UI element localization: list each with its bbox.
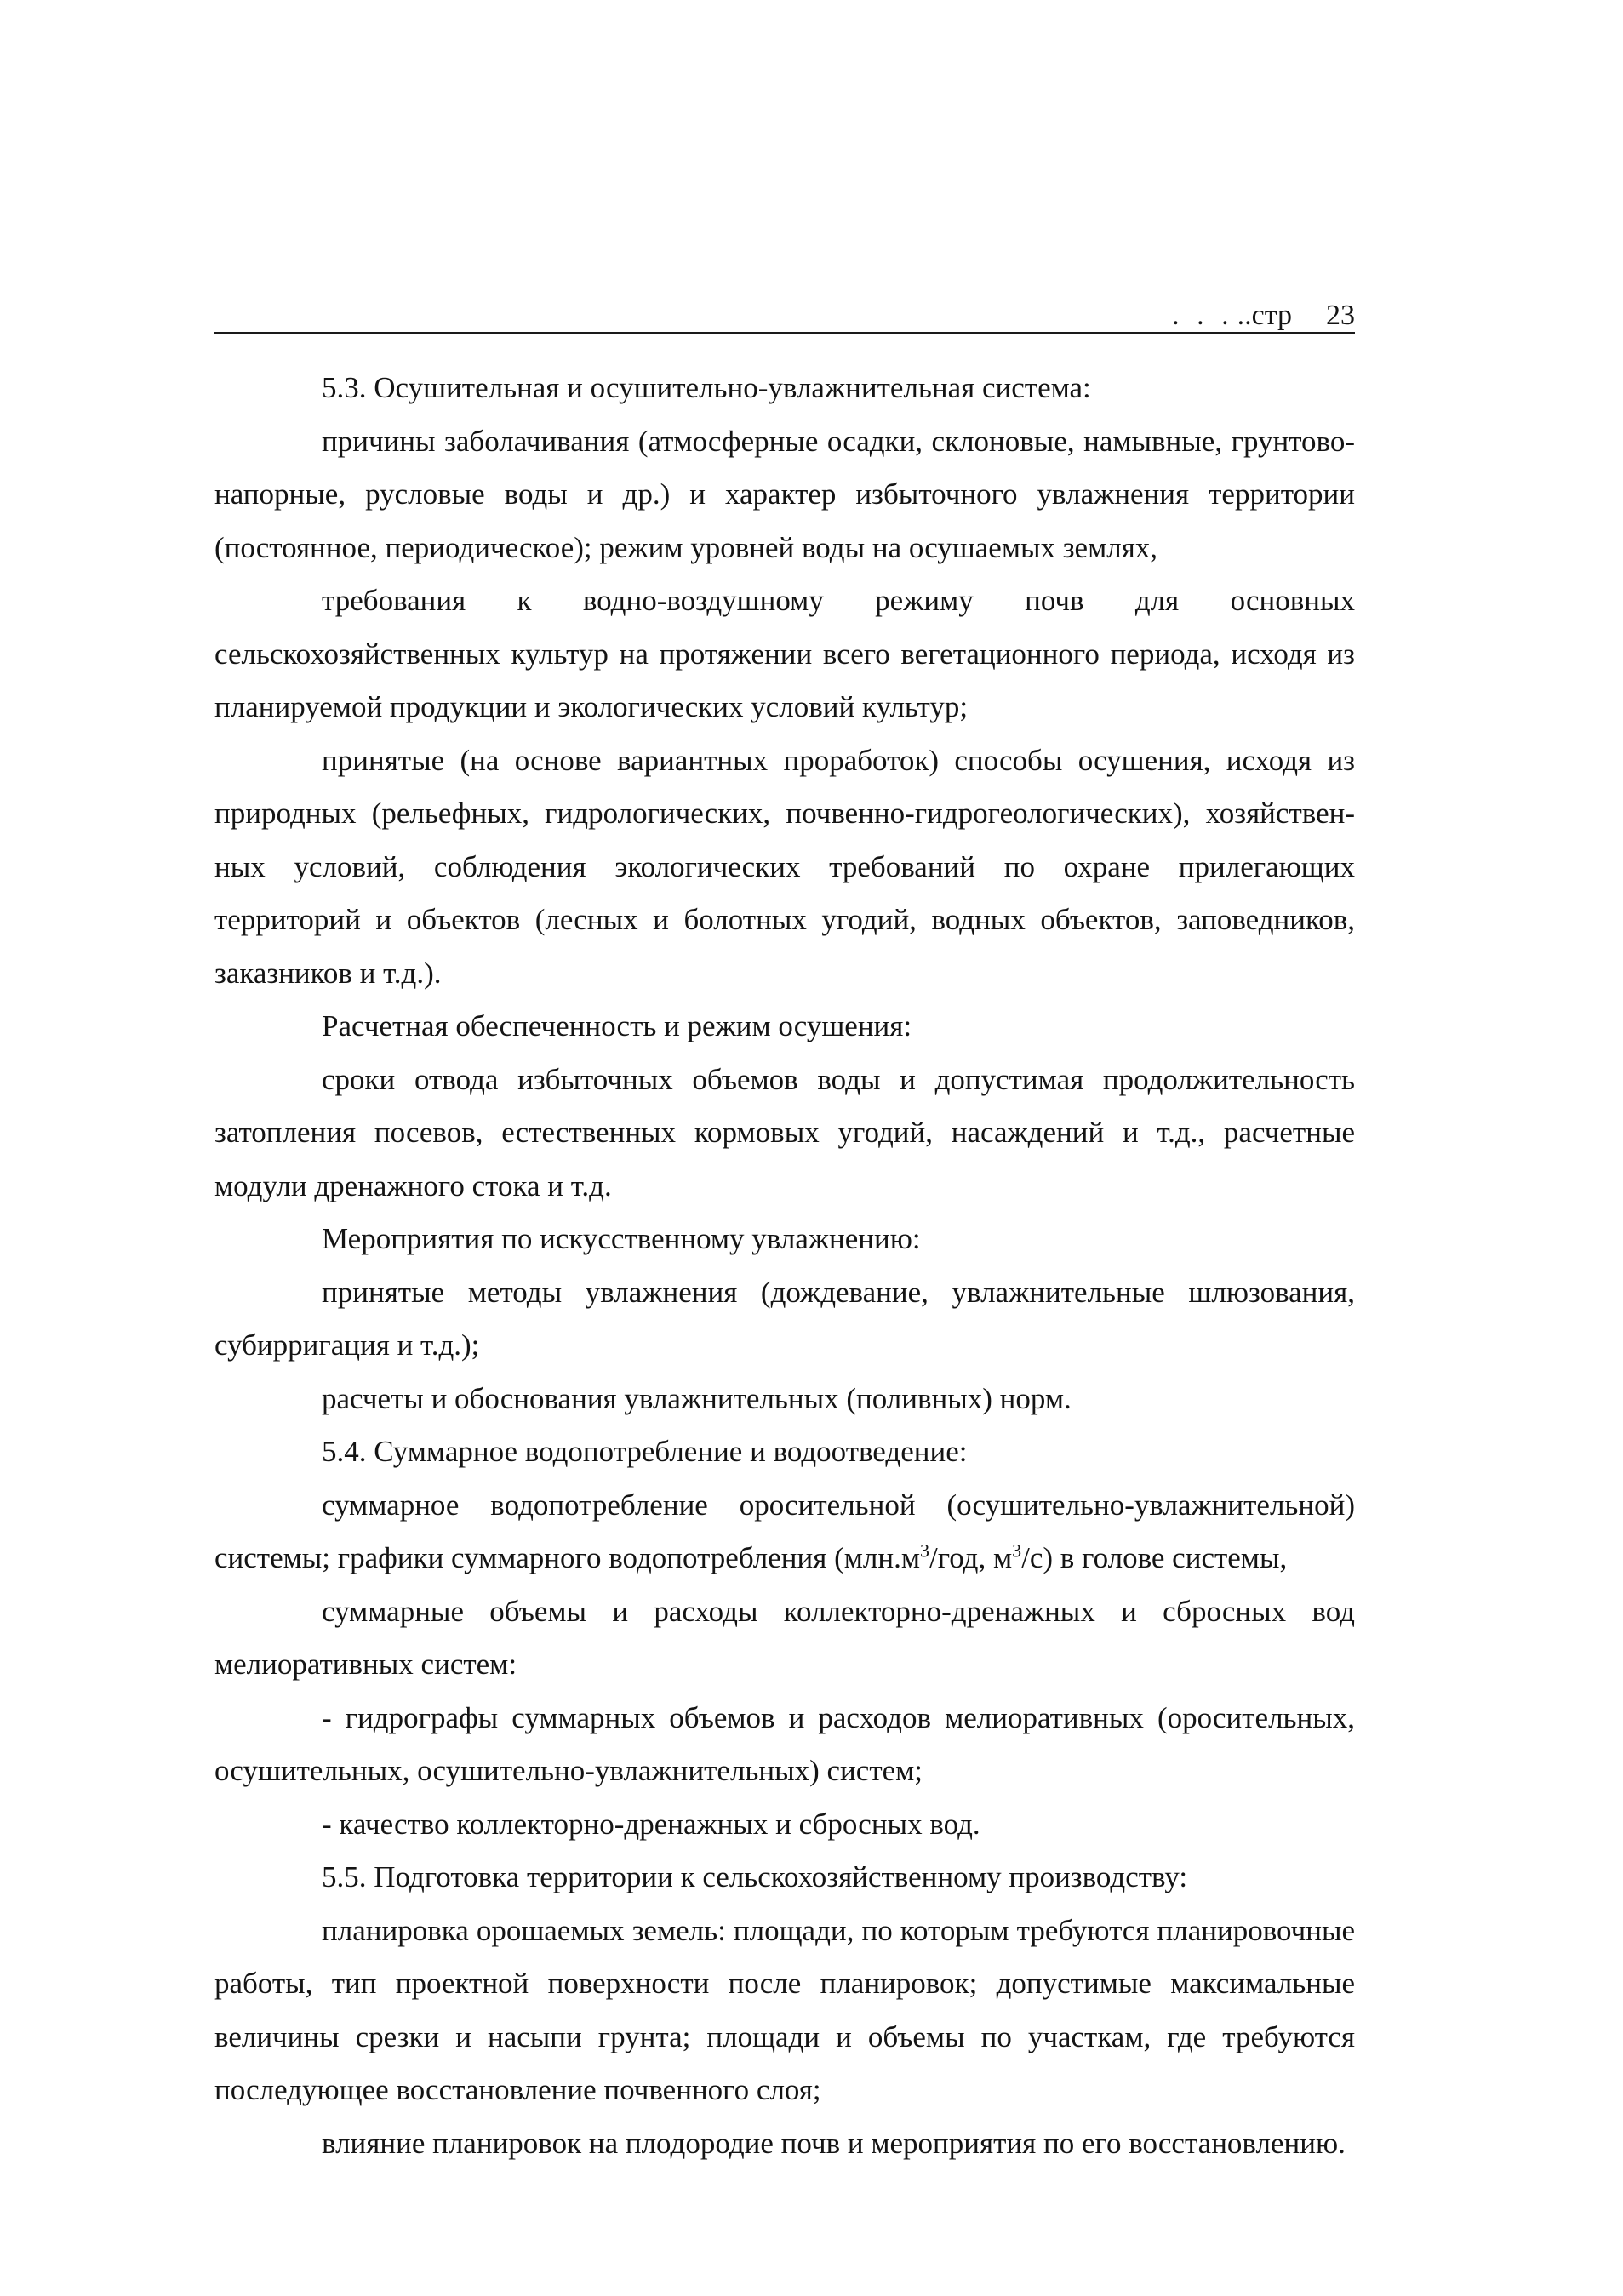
section-heading-5-5: 5.5. Подготовка территории к сельскохозяйственному производству: (322, 1860, 1188, 1893)
paragraph-drainage-volumes: суммарные объемы и расходы коллекторно-дренажных и сбросных вод мелиоративных систем: (214, 1594, 1355, 1681)
page-number: 23 (1326, 300, 1355, 331)
paragraph-total-water-consumption (214, 1479, 1355, 1585)
paragraph-humidification-methods: принятые методы увлажнения (дождевание, увлажнительные шлюзования, субирригация и т.д.); (214, 1275, 1355, 1362)
header-leader-dots: . . . (1172, 300, 1234, 331)
subheading-artificial-humidification: Мероприятия по искусственному увлажнению: (322, 1222, 921, 1255)
paragraph-water-air-regime: требования к водно-воздушному режиму почв для основных сельскохозяйственных культур на протяжении всего вегетационного периода, исходя из планируемой продукции и экологических условий культур; (214, 584, 1355, 723)
document-body (214, 362, 1355, 2170)
subheading-drainage-regime: Расчетная обеспеченность и режим осушения: (322, 1009, 912, 1042)
paragraph-land-planning: планировка орошаемых земель: площади, по которым требуются планировочные работы, тип проектной поверхности после планировок; допустимые максимальные величины срезки и насыпи грунта; площади и объемы по участкам, где требуются последующее восстановление почвенного слоя; (214, 1913, 1355, 2106)
water-consumption-text-2: /год, м (929, 1541, 1013, 1574)
water-consumption-text-3: /с) в голове системы, (1021, 1541, 1288, 1574)
header-rule (214, 332, 1355, 334)
page-label: ..стр (1237, 300, 1292, 331)
water-consumption-text-1: суммарное водопотребление оросительной (осушительно-увлажнительной) системы; графики суммарного водопотребления (млн.м (214, 1488, 1355, 1574)
section-heading-5-3: 5.3. Осушительная и осушительно-увлажнительная система: (322, 371, 1091, 404)
section-heading-5-4: 5.4. Суммарное водопотребление и водоотведение: (322, 1435, 968, 1468)
paragraph-swamping-causes: причины заболачивания (атмосферные осадки, склоновые, намывные, грунтово-напорные, русловые воды и др.) и характер избыточного увлажнения территории (постоянное, периодическое); режим уровней воды на осушаемых землях, (214, 424, 1355, 564)
list-item-water-quality: - качество коллекторно-дренажных и сбросных вод. (322, 1807, 980, 1841)
paragraph-humidification-norms: расчеты и обоснования увлажнительных (поливных) норм. (322, 1381, 1072, 1415)
superscript-3-b: 3 (1012, 1539, 1022, 1562)
page-header (214, 300, 1355, 334)
paragraph-water-removal-terms: сроки отвода избыточных объемов воды и допустимая продолжительность затопления посевов, естественных кормовых угодий, насаждений и т.д., расчетные модули дренажного стока и т.д. (214, 1062, 1355, 1202)
page-number-line (1172, 300, 1355, 332)
superscript-3-a: 3 (919, 1539, 929, 1562)
list-item-hydrographs: - гидрографы суммарных объемов и расходов мелиоративных (оросительных, осушительных, осушительно-увлажнительных) систем; (214, 1700, 1355, 1787)
paragraph-planning-influence: влияние планировок на плодородие почв и мероприятия по его восстановлению. (322, 2126, 1346, 2160)
paragraph-drainage-methods: принятые (на основе вариантных проработок) способы осушения, исходя из природных (рельефных, гидрологических, почвенно-гидрогеологических), хозяйствен-ных условий, соблюдения экологических требований по охране прилегающих территорий и объектов (лесных и болотных угодий, водных объектов, заповедников, заказников и т.д.). (214, 743, 1355, 990)
